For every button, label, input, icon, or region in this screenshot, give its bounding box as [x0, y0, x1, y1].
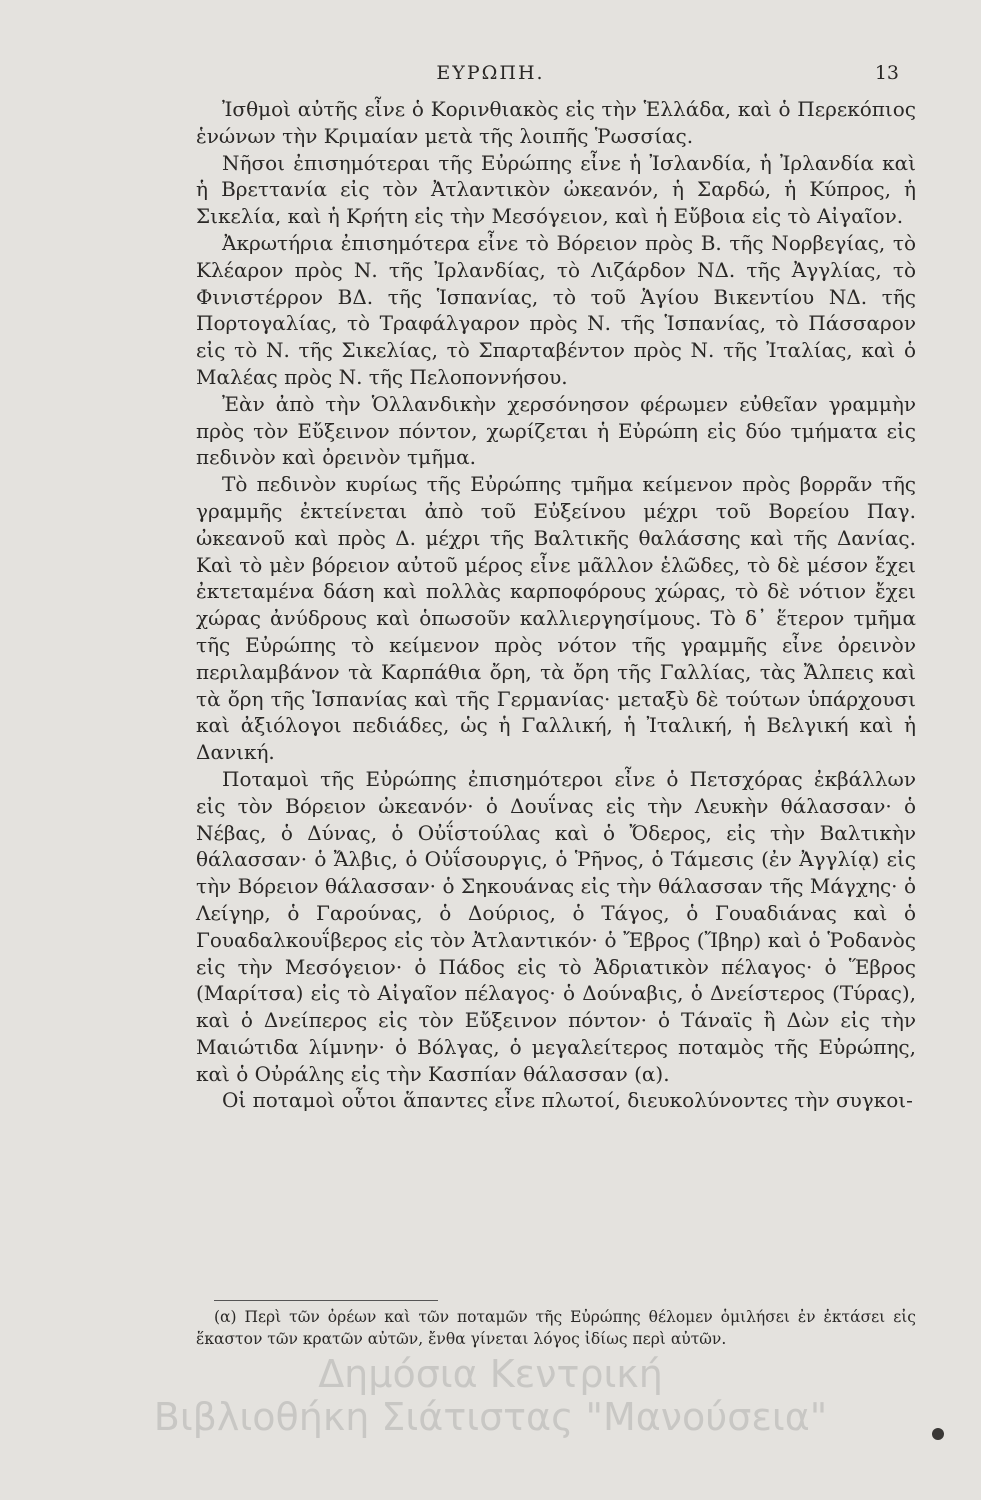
- body-text: [196, 96, 916, 1114]
- library-watermark-line2: Βιβλιοθήκη Σιάτιστας "Μανούσεια": [153, 1395, 828, 1439]
- paragraph-rivers: Ποταμοὶ τῆς Εὐρώπης ἐπισημότεροι εἶνε ὁ Πετσχόρας ἐκβάλλων εἰς τὸν Βόρειον ὠκεανόν· ὁ Δουΐνας εἰς τὴν Λευκὴν θάλασσαν· ὁ Νέβας, ὁ Δύνας, ὁ Οὐΐστούλας καὶ ὁ Ὄδερος, εἰς τὴν Βαλτικὴν θάλασσαν· ὁ Ἄλβις, ὁ Οὐΐσουργις, ὁ Ῥῆνος, ὁ Τάμεσις (ἐν Ἀγγλίᾳ) εἰς τὴν Βόρειον θάλασσαν· ὁ Σηκουάνας εἰς τὴν θάλασσαν τῆς Μάγχης· ὁ Λείγηρ, ὁ Γαρούνας, ὁ Δούριος, ὁ Τάγος, ὁ Γουαδιάνας καὶ ὁ Γουαδαλκουΐβερος εἰς τὸν Ἀτλαντικόν· ὁ Ἔβρος (Ἴβηρ) καὶ ὁ Ῥοδανὸς εἰς τὴν Μεσόγειον· ὁ Πάδος εἰς τὸ Ἀδριατικὸν πέλαγος· ὁ Ἕβρος (Μαρίτσα) εἰς τὸ Αἰγαῖον πέλαγος· ὁ Δούναβις, ὁ Δνείστερος (Τύρας), καὶ ὁ Δνείπερος εἰς τὸν Εὔξεινον πόντον· ὁ Τάναϊς ἢ Δὼν εἰς τὴν Μαιώτιδα λίμνην· ὁ Βόλγας, ὁ μεγαλείτερος ποταμὸς τῆς Εὐρώπης, καὶ ὁ Οὐράλης εἰς τὴν Κασπίαν θάλασσαν (α).: [196, 766, 916, 1086]
- page-number: 13: [874, 62, 899, 84]
- running-head: ΕΥΡΩΠΗ.: [436, 62, 545, 84]
- paragraph-plains: Τὸ πεδινὸν κυρίως τῆς Εὐρώπης τμῆμα κείμενον πρὸς βορρᾶν τῆς γραμμῆς ἐκτείνεται ἀπὸ τοῦ Εὐξείνου μέχρι τοῦ Βορείου Παγ. ὠκεανοῦ καὶ πρὸς Δ. μέχρι τῆς Βαλτικῆς θαλάσσης καὶ τῆς Δανίας. Καὶ τὸ μὲν βόρειον αὐτοῦ μέρος εἶνε μᾶλλον ἑλῶδες, τὸ δὲ μέσον ἔχει ἐκτεταμένα δάση καὶ πολλὰς καρποφόρους χώρας, τὸ δὲ νότιον ἔχει χώρας ἀνύδρους καὶ ὁπωσοῦν καλλιεργησίμους. Τὸ δ᾽ ἕτερον τμῆμα τῆς Εὐρώπης τὸ κείμενον πρὸς νότον τῆς γραμμῆς εἶνε ὀρεινὸν περιλαμβάνον τὰ Καρπάθια ὄρη, τὰ ὄρη τῆς Γαλλίας, τὰς Ἄλπεις καὶ τὰ ὄρη τῆς Ἱσπανίας καὶ τῆς Γερμανίας· μεταξὺ δὲ τούτων ὑπάρχουσι καὶ ἀξιόλογοι πεδιάδες, ὡς ἡ Γαλλική, ἡ Ἰταλική, ἡ Βελγική καὶ ἡ Δανική.: [196, 472, 916, 765]
- page-header: [0, 62, 981, 92]
- library-watermark-line1: Δημόσια Κεντρική: [318, 1352, 663, 1396]
- ink-dot: [932, 1428, 944, 1440]
- paragraph-isthmuses: Ἰσθμοὶ αὐτῆς εἶνε ὁ Κορινθιακὸς εἰς τὴν Ἑλλάδα, καὶ ὁ Περεκόπιος ἑνώνων τὴν Κριμαίαν μετὰ τῆς λοιπῆς Ῥωσσίας.: [196, 97, 916, 148]
- paragraph-navigable: Οἱ ποταμοὶ οὗτοι ἅπαντες εἶνε πλωτοί, διευκολύνοντες τὴν συγκοι-: [222, 1088, 913, 1113]
- paragraph-islands: Νῆσοι ἐπισημότεραι τῆς Εὐρώπης εἶνε ἡ Ἰσλανδία, ἡ Ἰρλανδία καὶ ἡ Βρεττανία εἰς τὸν Ἀτλαντικὸν ὠκεανόν, ἡ Σαρδώ, ἡ Κύπρος, ἡ Σικελία, καὶ ἡ Κρήτη εἰς τὴν Μεσόγειον, καὶ ἡ Εὔβοια εἰς τὸ Αἰγαῖον.: [196, 150, 916, 229]
- footnote: (α) Περὶ τῶν ὀρέων καὶ τῶν ποταμῶν τῆς Εὐρώπης θέλομεν ὁμιλήσει ἐν ἐκτάσει εἰς ἕκαστον τῶν κρατῶν αὐτῶν, ἔνθα γίνεται λόγος ἰδίως περὶ αὐτῶν.: [196, 1308, 916, 1348]
- paragraph-division: Ἐὰν ἀπὸ τὴν Ὁλλανδικὴν χερσόνησον φέρωμεν εὐθεῖαν γραμμὴν πρὸς τὸν Εὔξεινον πόντον, χωρίζεται ἡ Εὐρώπη εἰς δύο τμήματα εἰς πεδινὸν καὶ ὀρεινὸν τμῆμα.: [196, 391, 916, 470]
- paragraph-capes: Ἀκρωτήρια ἐπισημότερα εἶνε τὸ Βόρειον πρὸς Β. τῆς Νορβεγίας, τὸ Κλέαρον πρὸς Ν. τῆς Ἰρλανδίας, τὸ Λιζάρδον ΝΔ. τῆς Ἀγγλίας, τὸ Φινιστέρρον ΒΔ. τῆς Ἱσπανίας, τὸ τοῦ Ἁγίου Βικεντίου ΝΔ. τῆς Πορτογαλίας, τὸ Τραφάλγαρον πρὸς Ν. τῆς Ἱσπανίας, τὸ Πάσσαρον εἰς τὸ Ν. τῆς Σικελίας, τὸ Σπαρταβέντον πρὸς Ν. τῆς Ἰταλίας, καὶ ὁ Μαλέας πρὸς Ν. τῆς Πελοποννήσου.: [196, 230, 916, 389]
- footnote-rule: [214, 1300, 438, 1301]
